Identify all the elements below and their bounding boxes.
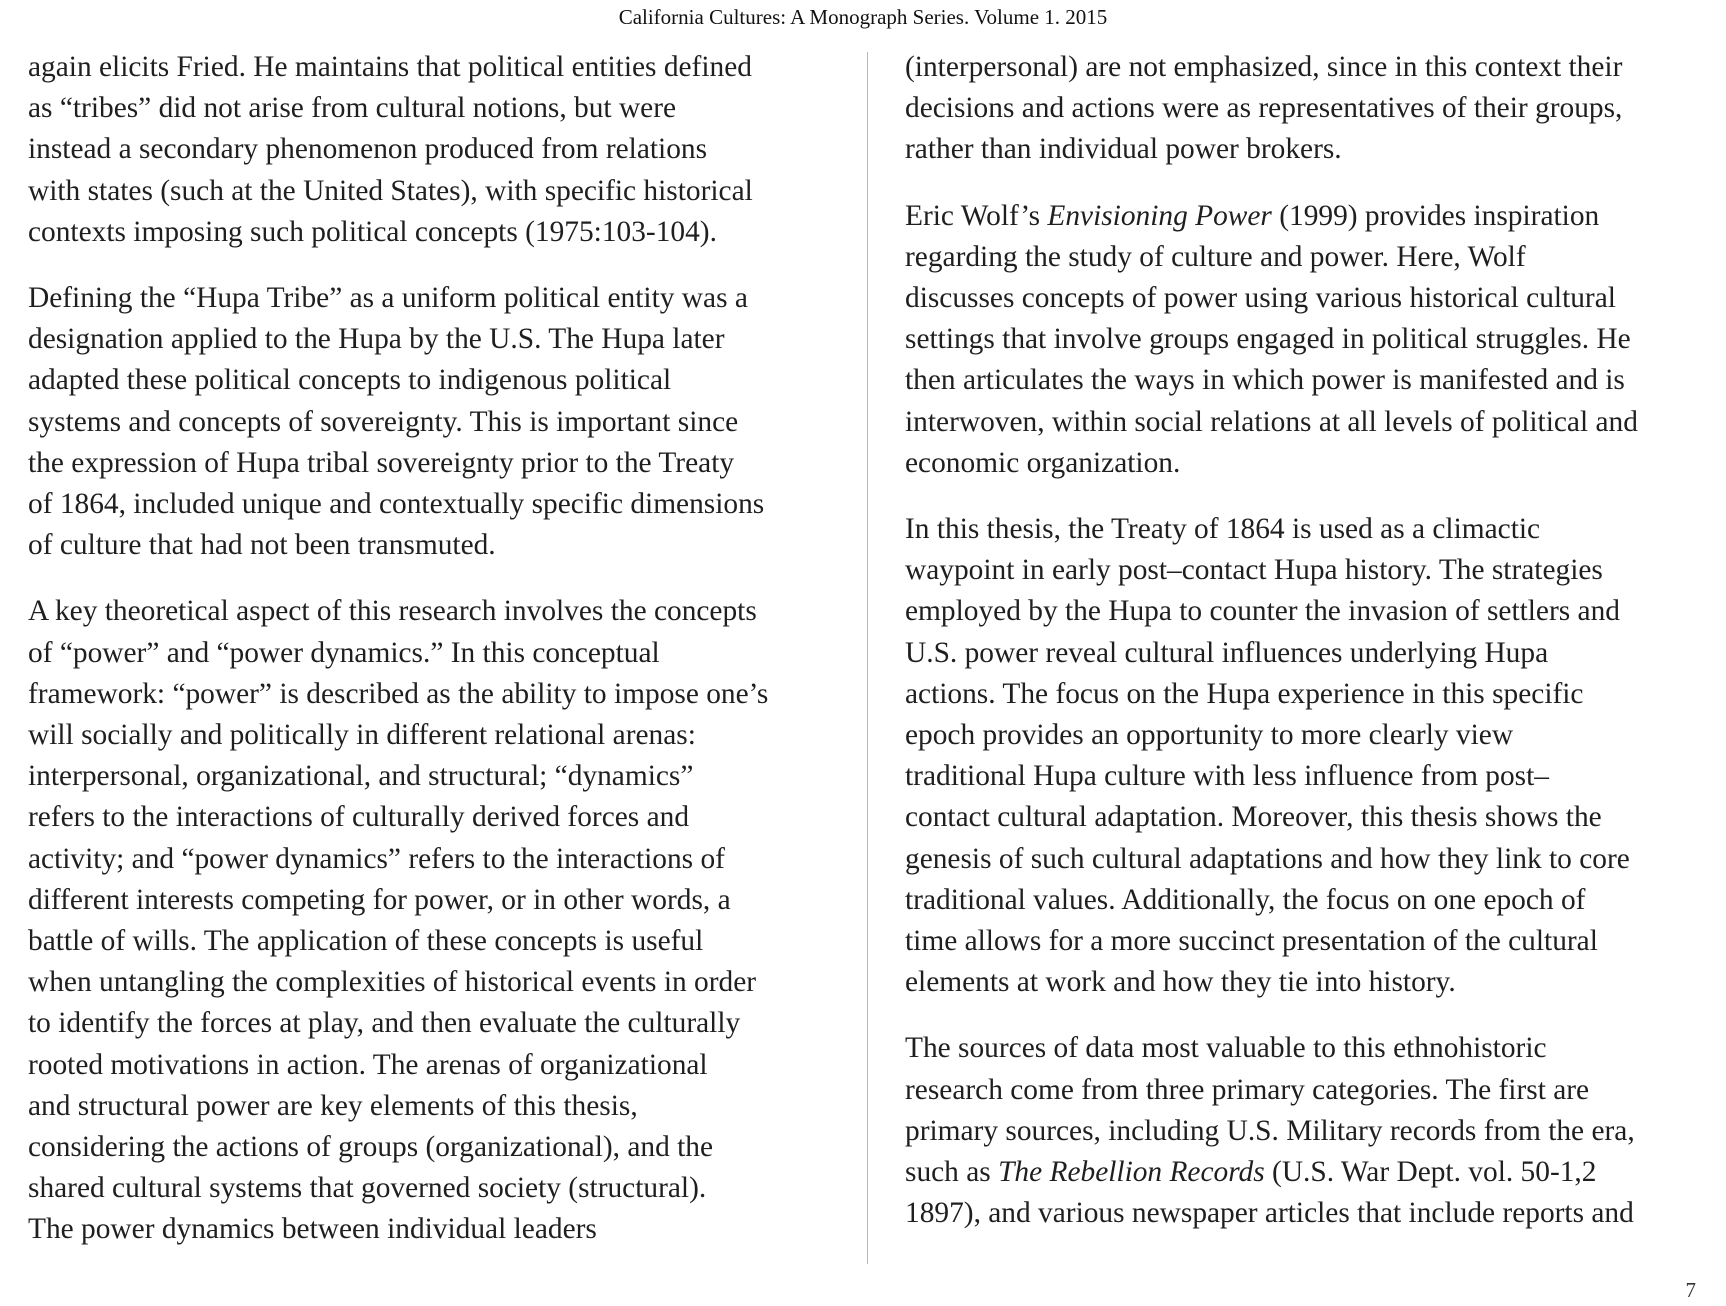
text-line: interwoven, within social relations at all levels of political and <box>905 405 1638 438</box>
book-title-envisioning-power: Envisioning Power <box>1047 199 1272 232</box>
text-line: In this thesis, the Treaty of 1864 is used as a climactic <box>905 513 1541 546</box>
text-line: rather than individual power brokers. <box>905 133 1342 166</box>
text-line: with states (such at the United States), with specific historical <box>28 174 753 207</box>
text-line: will socially and politically in different relational arenas: <box>28 719 696 752</box>
column-divider <box>867 52 868 1264</box>
text-line: of 1864, included unique and contextually specific dimensions <box>28 488 765 521</box>
paragraph-sources-of-data <box>905 1028 1705 1234</box>
text-line: as “tribes” did not arise from cultural notions, but were <box>28 92 677 125</box>
text-line: research come from three primary categories. The first are <box>905 1073 1590 1106</box>
text-line: Defining the “Hupa Tribe” as a uniform political entity was a <box>28 282 748 315</box>
text-run: Eric Wolf’s <box>905 199 1048 232</box>
text-line: adapted these political concepts to indigenous political <box>28 364 672 397</box>
text-line: time allows for a more succinct presentation of the cultural <box>905 925 1598 958</box>
text-line <box>905 1152 1705 1193</box>
text-line: battle of wills. The application of these concepts is useful <box>28 925 704 958</box>
text-line: the expression of Hupa tribal sovereignty prior to the Treaty <box>28 446 735 479</box>
text-line: 1897), and various newspaper articles that include reports and <box>905 1197 1634 1230</box>
text-line: actions. The focus on the Hupa experience in this specific <box>905 677 1584 710</box>
text-line: of culture that had not been transmuted. <box>28 529 496 562</box>
paragraph-treaty-1864 <box>905 509 1705 1003</box>
text-line: primary sources, including U.S. Military records from the era, <box>905 1114 1635 1147</box>
text-line: designation applied to the Hupa by the U.S. The Hupa later <box>28 323 725 356</box>
text-line: elements at work and how they tie into history. <box>905 966 1456 999</box>
paragraph-eric-wolf <box>905 196 1705 484</box>
text-line: contexts imposing such political concepts (1975:103-104). <box>28 215 717 248</box>
text-line: A key theoretical aspect of this research involves the concepts <box>28 595 757 628</box>
text-line: contact cultural adaptation. Moreover, this thesis shows the <box>905 801 1602 834</box>
text-line: again elicits Fried. He maintains that political entities defined <box>28 51 752 83</box>
text-line: to identify the forces at play, and then evaluate the culturally <box>28 1007 741 1040</box>
text-line: traditional values. Additionally, the focus on one epoch of <box>905 883 1586 916</box>
left-column <box>28 47 828 1276</box>
paragraph-fried <box>28 47 828 253</box>
text-line: different interests competing for power, or in other words, a <box>28 883 731 916</box>
text-run: (1999) provides inspiration <box>1271 199 1600 232</box>
text-line: shared cultural systems that governed society (structural). <box>28 1172 707 1205</box>
text-line: activity; and “power dynamics” refers to the interactions of <box>28 842 725 875</box>
text-run: (U.S. War Dept. vol. 50-1,2 <box>1264 1156 1597 1189</box>
text-line <box>905 196 1705 237</box>
text-line: economic organization. <box>905 446 1181 479</box>
text-line: framework: “power” is described as the ability to impose one’s <box>28 677 769 710</box>
paragraph-interpersonal <box>905 47 1705 171</box>
text-line: waypoint in early post–contact Hupa history. The strategies <box>905 554 1603 587</box>
text-line: decisions and actions were as representatives of their groups, <box>905 92 1623 125</box>
page-number: 7 <box>1685 1278 1696 1302</box>
text-line: considering the actions of groups (organizational), and the <box>28 1131 714 1164</box>
text-line: (interpersonal) are not emphasized, since in this context their <box>905 51 1623 83</box>
text-line: traditional Hupa culture with less influence from post– <box>905 760 1549 793</box>
paragraph-power-dynamics <box>28 591 828 1250</box>
text-line: interpersonal, organizational, and structural; “dynamics” <box>28 760 694 793</box>
text-line: settings that involve groups engaged in political struggles. He <box>905 323 1631 356</box>
text-line: The power dynamics between individual leaders <box>28 1213 597 1246</box>
right-column <box>905 47 1705 1259</box>
text-line: employed by the Hupa to counter the invasion of settlers and <box>905 595 1620 628</box>
running-header: California Cultures: A Monograph Series. Volume 1. 2015 <box>618 5 1108 29</box>
text-run: such as <box>905 1156 999 1189</box>
text-line: refers to the interactions of culturally derived forces and <box>28 801 690 834</box>
text-line: genesis of such cultural adaptations and how they link to core <box>905 842 1630 875</box>
text-line: The sources of data most valuable to this ethnohistoric <box>905 1032 1547 1065</box>
text-line: rooted motivations in action. The arenas of organizational <box>28 1048 708 1081</box>
text-line: then articulates the ways in which power is manifested and is <box>905 364 1625 397</box>
text-line: U.S. power reveal cultural influences underlying Hupa <box>905 636 1549 669</box>
text-line: epoch provides an opportunity to more clearly view <box>905 719 1514 752</box>
text-line: when untangling the complexities of historical events in order <box>28 966 757 999</box>
text-line: regarding the study of culture and power. Here, Wolf <box>905 240 1526 273</box>
text-line: and structural power are key elements of this thesis, <box>28 1089 638 1122</box>
text-line: of “power” and “power dynamics.” In this conceptual <box>28 636 660 669</box>
paragraph-hupa-tribe <box>28 278 828 566</box>
text-line: discusses concepts of power using various historical cultural <box>905 282 1616 315</box>
text-line: systems and concepts of sovereignty. This is important since <box>28 405 739 438</box>
text-line: instead a secondary phenomenon produced from relations <box>28 133 708 166</box>
book-title-rebellion-records: The Rebellion Records <box>998 1156 1265 1189</box>
